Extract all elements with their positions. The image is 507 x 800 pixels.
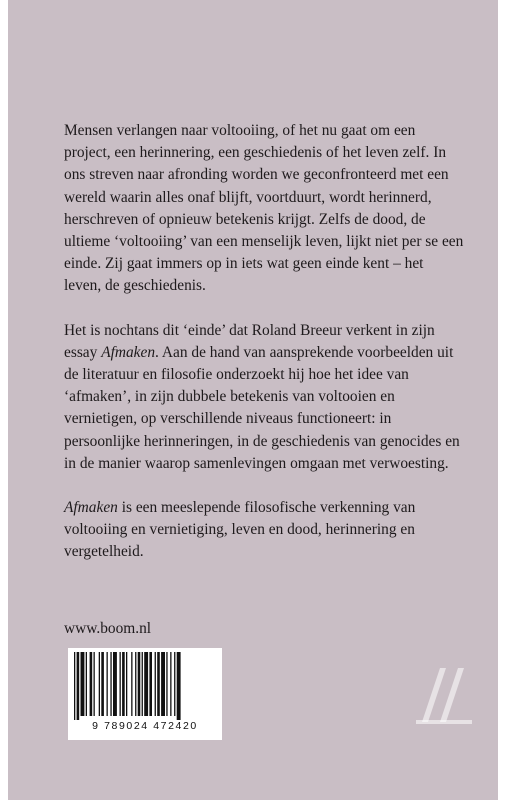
barcode-bar: [135, 652, 136, 716]
barcode-bar: [142, 652, 143, 716]
barcode-bar: [122, 652, 125, 716]
barcode-bars: [72, 652, 218, 720]
watermark-logo-icon: [410, 660, 480, 730]
blurb-p2-start: Het is nochtans dit ‘einde’ dat Roland Breeur verkent in zijn essay: [64, 321, 435, 361]
barcode-bar: [77, 652, 80, 720]
barcode-bar: [126, 652, 127, 716]
barcode-bar: [161, 652, 165, 716]
blurb-paragraph-1: Mensen verlangen naar voltooiing, of het nu gaat om een project, een herinnering, een geschiedenis of het leven zelf. In ons streven naar afronding worden we geconfronteerd met een wereld waarin alles onaf blijft, voortduurt, wordt herinnerd, herschreven of opnieuw betekenis krijgt. Zelfs de dood, de ultieme ‘voltooiing’ van een menselijk leven, lijkt niet per se een einde. Zij gaat immers op in iets wat geen einde kent – het leven, de geschiedenis.: [64, 122, 464, 295]
barcode-bar: [144, 652, 148, 716]
barcode-bar: [174, 652, 175, 716]
barcode-bar: [149, 652, 152, 716]
barcode-bar: [110, 652, 111, 716]
barcode-bar: [157, 652, 160, 716]
blurb-paragraph-2: [64, 320, 464, 475]
barcode-bar: [94, 652, 95, 716]
barcode-bar: [177, 652, 181, 720]
barcode-bar: [107, 652, 108, 716]
publisher-url: www.boom.nl: [64, 620, 152, 637]
barcode-bar: [120, 652, 121, 716]
barcode-bar: [86, 652, 87, 716]
barcode-bar: [131, 652, 132, 716]
book-title: Afmaken: [64, 499, 118, 517]
blurb-p2-end: . Aan de hand van aansprekende voorbeelden uit de literatuur en filosofie onderzoekt hij hoe het idee van ‘afmaken’, in zijn dubbele betekenis van voltooien en vernietigen, op verschillende niveaus functioneert: in persoonlijke herinneringen, in de geschiedenis van genocides en in de manier waarop samenlevingen omgaan met verwoesting.: [64, 343, 460, 472]
barcode-bar: [99, 652, 100, 716]
barcode: [68, 648, 222, 740]
barcode-bar: [81, 652, 85, 716]
blurb-paragraph-3: [64, 497, 464, 564]
barcode-bar: [155, 652, 156, 716]
barcode-bar: [170, 652, 171, 716]
isbn-number: 9 789024 472420: [92, 720, 198, 732]
barcode-bar: [166, 652, 167, 716]
barcode-bar: [74, 652, 75, 720]
barcode-bar: [90, 652, 93, 716]
barcode-bar: [138, 652, 141, 716]
blurb-text: [64, 120, 464, 586]
barcode-bar: [113, 652, 117, 716]
book-title: Afmaken: [101, 343, 156, 361]
barcode-bar: [101, 652, 104, 716]
blurb-p3-end: is een meeslepende filosofische verkenning van voltooiing en vernietiging, leven en dood, herinnering en vergetelheid.: [64, 499, 416, 561]
